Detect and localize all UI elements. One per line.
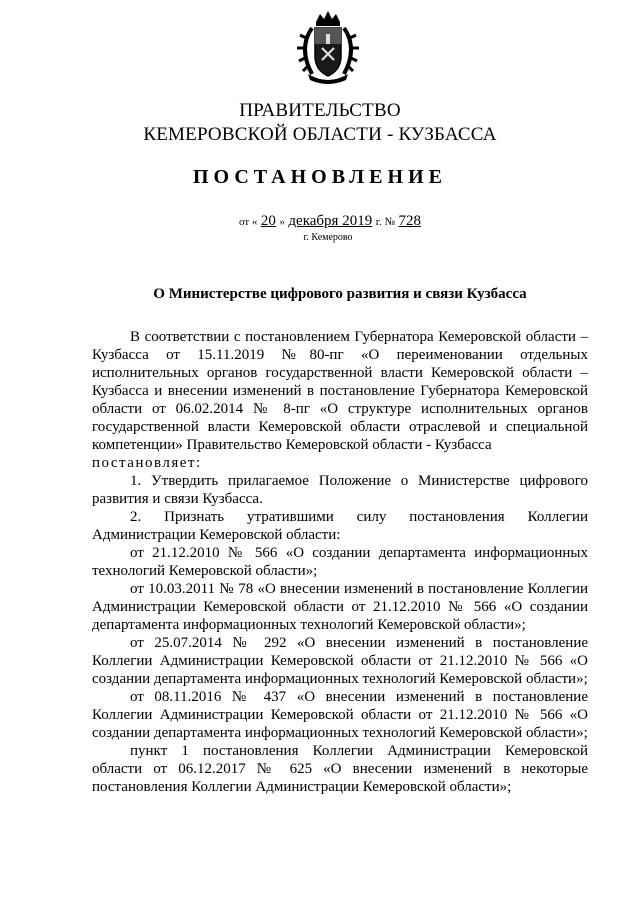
document-type: ПОСТАНОВЛЕНИЕ	[193, 166, 447, 188]
intro-paragraph: В соответствии с постановлением Губернатора Кемеровской области – Кузбасса от 15.11.2019 №80-пг «О переименовании отдельных исполнительных органов государственной власти Кемеровской области – Кузбасса и внесении изменений в постановление Губернатора Кемеровской области от 06.02.2014 № 8-пг «О структуре исполнительных органов государственной власти Кемеровской области отраслевой и специальной компетенции» Правительство Кемеровской области - Кузбасса	[92, 329, 588, 453]
document-city: г. Кемерово	[303, 232, 353, 243]
item-2-paragraph: 2. Признать утратившими силу постановления Коллегии Администрации Кемеровской области:	[92, 509, 588, 543]
date-suffix: г. №	[375, 216, 395, 228]
repealed-act-item: от 21.12.2010 № 566 «О создании департамента информационных технологий Кемеровской области»;	[92, 545, 588, 579]
item-1-paragraph: 1. Утвердить прилагаемое Положение о Министерстве цифрового развития и связи Кузбасса.	[92, 473, 588, 507]
kuzbass-coat-of-arms-icon	[292, 8, 364, 86]
repealed-act-item: от 10.03.2011 № 78 «О внесении изменений в постановление Коллегии Администрации Кемеровской области от 21.12.2010 № 566 «О создании департамента информационных технологий Кемеровской области»;	[92, 581, 588, 633]
repealed-act-item: от 25.07.2014 № 292 «О внесении изменений в постановление Коллегии Администрации Кемеровской области от 21.12.2010 № 566 «О создании департамента информационных технологий Кемеровской области»;	[92, 635, 588, 687]
government-name-line2: КЕМЕРОВСКОЙ ОБЛАСТИ - КУЗБАССА	[143, 124, 497, 145]
date-prefix: от «	[239, 216, 258, 228]
date-mid: »	[279, 216, 285, 228]
document-title: О Министерстве цифрового развития и связи Кузбасса	[153, 286, 527, 302]
document-body	[92, 328, 588, 796]
repealed-act-item: пункт 1 постановления Коллегии Администрации Кемеровской области от 06.12.2017 № 625 «О внесении изменений в некоторые постановления Коллегии Администрации Кемеровской области»;	[92, 743, 588, 795]
repealed-act-item: от 08.11.2016 № 437 «О внесении изменений в постановление Коллегии Администрации Кемеровской области от 21.12.2010 № 566 «О создании департамента информационных технологий Кемеровской области»;	[92, 689, 588, 741]
date-month-year: декабря 2019	[288, 213, 373, 229]
document-date-number	[0, 213, 640, 230]
resolves-paragraph: постановляет:	[92, 455, 202, 471]
document-number: 728	[398, 213, 421, 229]
date-day: 20	[260, 213, 276, 229]
government-name-line1: ПРАВИТЕЛЬСТВО	[239, 100, 401, 121]
